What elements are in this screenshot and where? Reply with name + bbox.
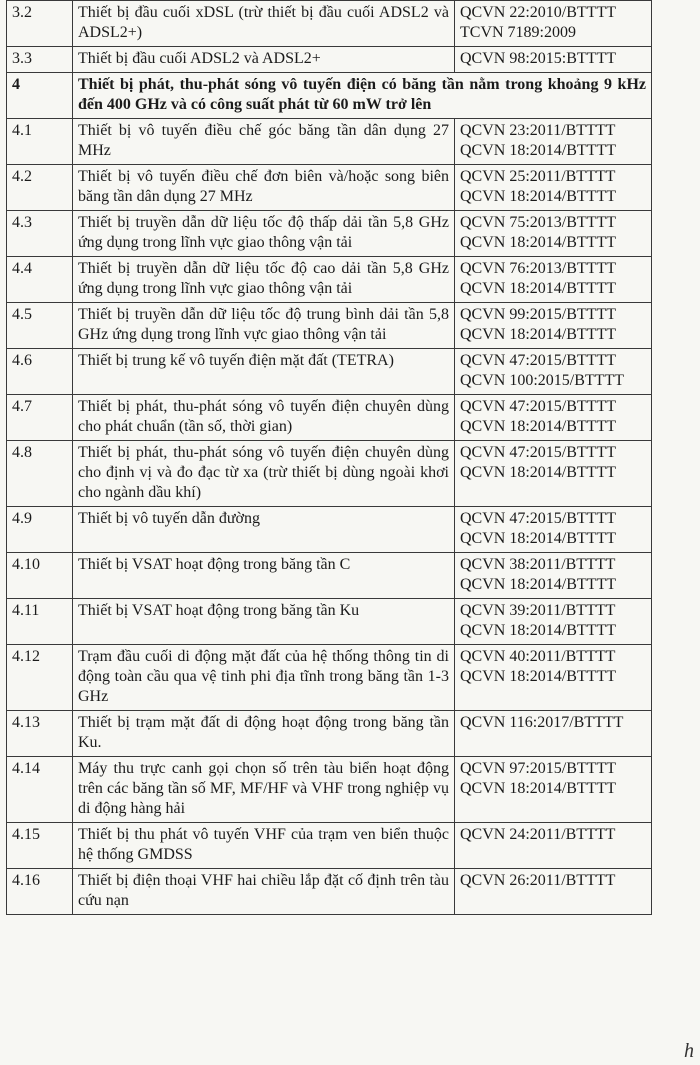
standard-code: QCVN 18:2014/BTTTT	[460, 280, 616, 297]
standard-codes	[455, 119, 652, 165]
table-row	[7, 395, 652, 441]
standard-code: QCVN 25:2011/BTTTT	[460, 168, 616, 185]
equipment-name: Thiết bị vô tuyến điều chế góc băng tần dân dụng 27 MHz	[73, 119, 455, 165]
table-row	[7, 1, 652, 47]
regulation-table	[6, 0, 652, 915]
table-row	[7, 73, 652, 119]
standard-codes	[455, 303, 652, 349]
table-row	[7, 599, 652, 645]
equipment-name: Thiết bị truyền dẫn dữ liệu tốc độ cao dải tần 5,8 GHz ứng dụng trong lĩnh vực giao thông vận tải	[73, 257, 455, 303]
table-row	[7, 507, 652, 553]
standard-codes	[455, 757, 652, 823]
standard-code: QCVN 98:2015:BTTTT	[460, 50, 616, 67]
equipment-name: Thiết bị trạm mặt đất di động hoạt động trong băng tần Ku.	[73, 711, 455, 757]
item-number: 4.3	[7, 211, 73, 257]
table-row	[7, 303, 652, 349]
equipment-name: Trạm đầu cuối di động mặt đất của hệ thống thông tin di động toàn cầu qua vệ tinh phi địa tĩnh trong băng tần 1-3 GHz	[73, 645, 455, 711]
table-row	[7, 257, 652, 303]
standard-code: QCVN 116:2017/BTTTT	[460, 714, 624, 731]
standard-codes	[455, 1, 652, 47]
standard-code: QCVN 24:2011/BTTTT	[460, 826, 616, 843]
equipment-name: Thiết bị phát, thu-phát sóng vô tuyến điện có băng tần nằm trong khoảng 9 kHz đến 400 GHz và có công suất phát từ 60 mW trở lên	[73, 73, 652, 119]
standard-code: QCVN 100:2015/BTTTT	[460, 372, 624, 389]
standard-code: QCVN 76:2013/BTTTT	[460, 260, 616, 277]
standard-codes	[455, 711, 652, 757]
standard-code: QCVN 18:2014/BTTTT	[460, 780, 616, 797]
standard-codes	[455, 599, 652, 645]
standard-code: TCVN 7189:2009	[460, 24, 576, 41]
table-row	[7, 757, 652, 823]
equipment-name: Thiết bị VSAT hoạt động trong băng tần C	[73, 553, 455, 599]
table-row	[7, 441, 652, 507]
standard-code: QCVN 18:2014/BTTTT	[460, 576, 616, 593]
item-number: 4.4	[7, 257, 73, 303]
standard-code: QCVN 18:2014/BTTTT	[460, 530, 616, 547]
standard-codes	[455, 211, 652, 257]
equipment-name: Thiết bị vô tuyến dẫn đường	[73, 507, 455, 553]
item-number: 4.1	[7, 119, 73, 165]
item-number: 4.2	[7, 165, 73, 211]
standard-code: QCVN 47:2015/BTTTT	[460, 352, 616, 369]
standard-code: QCVN 75:2013/BTTTT	[460, 214, 616, 231]
standard-code: QCVN 26:2011/BTTTT	[460, 872, 616, 889]
equipment-name: Thiết bị thu phát vô tuyến VHF của trạm ven biển thuộc hệ thống GMDSS	[73, 823, 455, 869]
standard-codes	[455, 395, 652, 441]
item-number: 4.8	[7, 441, 73, 507]
equipment-name: Thiết bị truyền dẫn dữ liệu tốc độ thấp dải tần 5,8 GHz ứng dụng trong lĩnh vực giao thông vận tải	[73, 211, 455, 257]
item-number: 3.2	[7, 1, 73, 47]
standard-code: QCVN 18:2014/BTTTT	[460, 464, 616, 481]
standard-code: QCVN 23:2011/BTTTT	[460, 122, 616, 139]
table-row	[7, 119, 652, 165]
equipment-name: Thiết bị truyền dẫn dữ liệu tốc độ trung bình dải tần 5,8 GHz ứng dụng trong lĩnh vực giao thông vận tải	[73, 303, 455, 349]
standard-code: QCVN 38:2011/BTTTT	[460, 556, 616, 573]
table-body	[7, 1, 652, 915]
standard-code: QCVN 97:2015/BTTTT	[460, 760, 616, 777]
table-row	[7, 211, 652, 257]
item-number: 3.3	[7, 47, 73, 73]
item-number: 4.9	[7, 507, 73, 553]
equipment-name: Thiết bị phát, thu-phát sóng vô tuyến điện chuyên dùng cho phát chuẩn (tần số, thời gian)	[73, 395, 455, 441]
standard-codes	[455, 441, 652, 507]
equipment-name: Thiết bị trung kế vô tuyến điện mặt đất (TETRA)	[73, 349, 455, 395]
equipment-name: Thiết bị vô tuyến điều chế đơn biên và/hoặc song biên băng tần dân dụng 27 MHz	[73, 165, 455, 211]
table-row	[7, 553, 652, 599]
standard-codes	[455, 257, 652, 303]
item-number: 4.15	[7, 823, 73, 869]
item-number: 4.13	[7, 711, 73, 757]
standard-code: QCVN 40:2011/BTTTT	[460, 648, 616, 665]
item-number: 4.6	[7, 349, 73, 395]
standard-code: QCVN 39:2011/BTTTT	[460, 602, 616, 619]
item-number: 4.14	[7, 757, 73, 823]
standard-codes	[455, 507, 652, 553]
standard-code: QCVN 99:2015/BTTTT	[460, 306, 616, 323]
standard-code: QCVN 18:2014/BTTTT	[460, 142, 616, 159]
standard-code: QCVN 18:2014/BTTTT	[460, 188, 616, 205]
equipment-name: Thiết bị điện thoại VHF hai chiều lắp đặt cố định trên tàu cứu nạn	[73, 869, 455, 915]
equipment-name: Thiết bị đầu cuối ADSL2 và ADSL2+	[73, 47, 455, 73]
standard-code: QCVN 18:2014/BTTTT	[460, 234, 616, 251]
table-row	[7, 711, 652, 757]
item-number: 4	[7, 73, 73, 119]
standard-codes	[455, 349, 652, 395]
standard-code: QCVN 47:2015/BTTTT	[460, 510, 616, 527]
item-number: 4.5	[7, 303, 73, 349]
page-edge-mark: h	[684, 1040, 694, 1062]
equipment-name: Thiết bị VSAT hoạt động trong băng tần Ku	[73, 599, 455, 645]
equipment-name: Thiết bị phát, thu-phát sóng vô tuyến điện chuyên dùng cho định vị và đo đạc từ xa (trừ thiết bị dùng ngoài khơi cho ngành dầu khí)	[73, 441, 455, 507]
item-number: 4.10	[7, 553, 73, 599]
standard-codes	[455, 553, 652, 599]
table-row	[7, 165, 652, 211]
equipment-name: Máy thu trực canh gọi chọn số trên tàu biển hoạt động trên các băng tần số MF, MF/HF và VHF trong nghiệp vụ di động hàng hải	[73, 757, 455, 823]
standard-codes	[455, 645, 652, 711]
table-row	[7, 349, 652, 395]
item-number: 4.11	[7, 599, 73, 645]
standard-code: QCVN 22:2010/BTTTT	[460, 4, 616, 21]
table-row	[7, 869, 652, 915]
equipment-name: Thiết bị đầu cuối xDSL (trừ thiết bị đầu cuối ADSL2 và ADSL2+)	[73, 1, 455, 47]
standard-code: QCVN 18:2014/BTTTT	[460, 622, 616, 639]
standard-codes	[455, 869, 652, 915]
standard-code: QCVN 47:2015/BTTTT	[460, 444, 616, 461]
standard-code: QCVN 18:2014/BTTTT	[460, 668, 616, 685]
table-row	[7, 645, 652, 711]
standard-code: QCVN 47:2015/BTTTT	[460, 398, 616, 415]
table-row	[7, 47, 652, 73]
standard-codes	[455, 823, 652, 869]
standard-codes	[455, 165, 652, 211]
item-number: 4.7	[7, 395, 73, 441]
table-row	[7, 823, 652, 869]
standard-code: QCVN 18:2014/BTTTT	[460, 418, 616, 435]
standard-codes	[455, 47, 652, 73]
item-number: 4.12	[7, 645, 73, 711]
standard-code: QCVN 18:2014/BTTTT	[460, 326, 616, 343]
item-number: 4.16	[7, 869, 73, 915]
